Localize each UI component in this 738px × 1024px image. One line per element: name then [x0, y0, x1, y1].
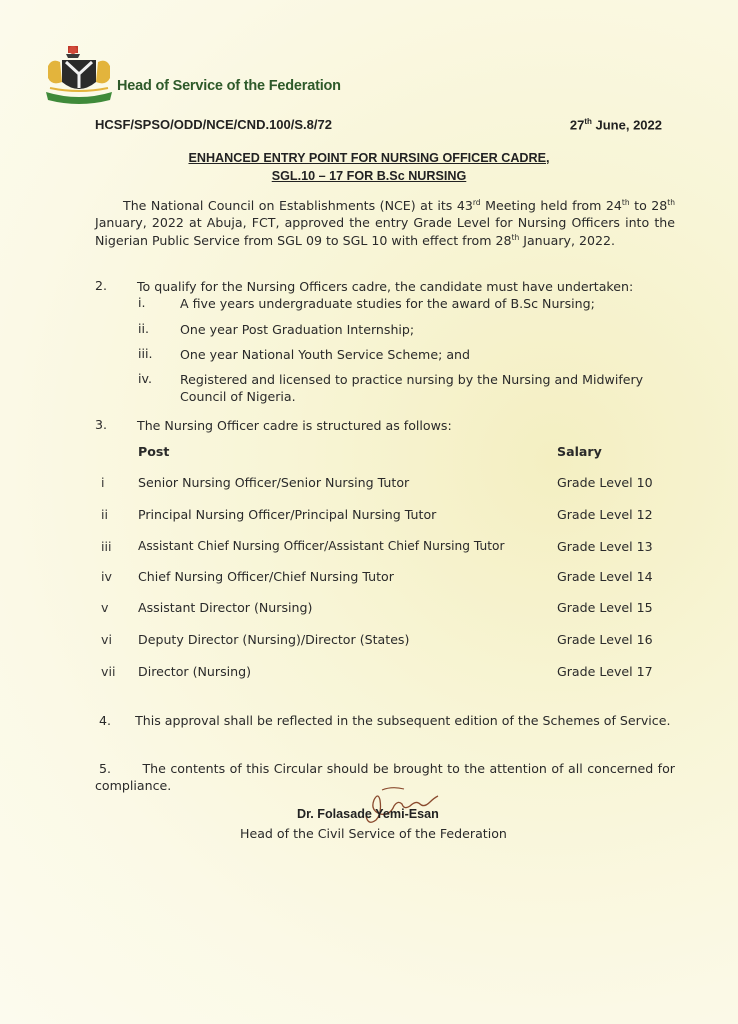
row-post: Chief Nursing Officer/Chief Nursing Tutor — [138, 569, 394, 584]
paragraph-5-text: The contents of this Circular should be brought to the attention of all concerned for compliance. — [95, 761, 675, 794]
requirement-number: ii. — [138, 321, 150, 336]
paragraph-3-intro: The Nursing Officer cadre is structured as follows: — [137, 418, 452, 433]
row-salary: Grade Level 13 — [557, 539, 653, 554]
row-post: Principal Nursing Officer/Principal Nursing Tutor — [138, 507, 437, 522]
circular-date: 27th June, 2022 — [569, 117, 662, 133]
row-number: v — [101, 600, 109, 615]
reference-number: HCSF/SPSO/ODD/NCE/CND.100/S.8/72 — [95, 117, 332, 132]
paragraph-3-number: 3. — [95, 417, 108, 432]
paragraph-4-number: 4. — [99, 713, 112, 728]
row-post: Assistant Chief Nursing Officer/Assistant Chief Nursing Tutor — [138, 539, 505, 553]
requirement-item: A five years undergraduate studies for the award of B.Sc Nursing; — [180, 296, 595, 311]
paragraph-2-intro: To qualify for the Nursing Officers cadre, the candidate must have undertaken: — [137, 279, 634, 294]
row-post: Deputy Director (Nursing)/Director (States) — [138, 632, 410, 647]
coat-of-arms-icon — [44, 44, 114, 106]
requirement-item: One year National Youth Service Scheme; and — [180, 347, 471, 362]
paragraph-5-number: 5. — [99, 761, 112, 776]
column-header-post: Post — [138, 444, 170, 459]
row-post: Assistant Director (Nursing) — [138, 600, 313, 615]
title-line-2: SGL.10 – 17 FOR B.Sc NURSING — [271, 169, 467, 183]
row-number: vii — [101, 664, 116, 679]
row-number: iii — [101, 539, 112, 554]
signatory-name: Dr. Folasade Yemi-Esan — [297, 807, 439, 821]
row-post: Senior Nursing Officer/Senior Nursing Tutor — [138, 475, 410, 490]
issuer-name: Head of Service of the Federation — [117, 78, 341, 94]
requirement-number: iv. — [138, 371, 152, 386]
requirement-number: i. — [138, 295, 146, 310]
requirement-number: iii. — [138, 346, 153, 361]
title-line-1: ENHANCED ENTRY POINT FOR NURSING OFFICER CADRE, — [188, 151, 550, 165]
requirement-item: Registered and licensed to practice nursing by the Nursing and Midwifery Council of Nigeria. — [180, 372, 644, 404]
row-post: Director (Nursing) — [138, 664, 252, 679]
paragraph-4-text: This approval shall be reflected in the subsequent edition of the Schemes of Service. — [135, 713, 671, 728]
column-header-salary: Salary — [557, 444, 602, 459]
requirement-item: One year Post Graduation Internship; — [180, 322, 415, 337]
row-salary: Grade Level 17 — [557, 664, 653, 679]
signatory-title: Head of the Civil Service of the Federation — [240, 826, 507, 841]
row-salary: Grade Level 12 — [557, 507, 653, 522]
row-number: iv — [101, 569, 112, 584]
row-salary: Grade Level 10 — [557, 475, 653, 490]
paragraph-1: The National Council on Establishments (NCE) at its 43rd Meeting held from 24th to 28th January, 2022 at Abuja, FCT, approved the entry Grade Level for Nursing Officers into the Nigerian Public Service from SGL 09 to SGL 10 with effect from 28th January, 2022. — [95, 197, 675, 248]
paragraph-2-number: 2. — [95, 278, 108, 293]
row-salary: Grade Level 15 — [557, 600, 653, 615]
row-number: ii — [101, 507, 108, 522]
row-number: vi — [101, 632, 112, 647]
paragraph-4 — [95, 712, 675, 729]
row-salary: Grade Level 16 — [557, 632, 653, 647]
row-salary: Grade Level 14 — [557, 569, 653, 584]
row-number: i — [101, 475, 105, 490]
